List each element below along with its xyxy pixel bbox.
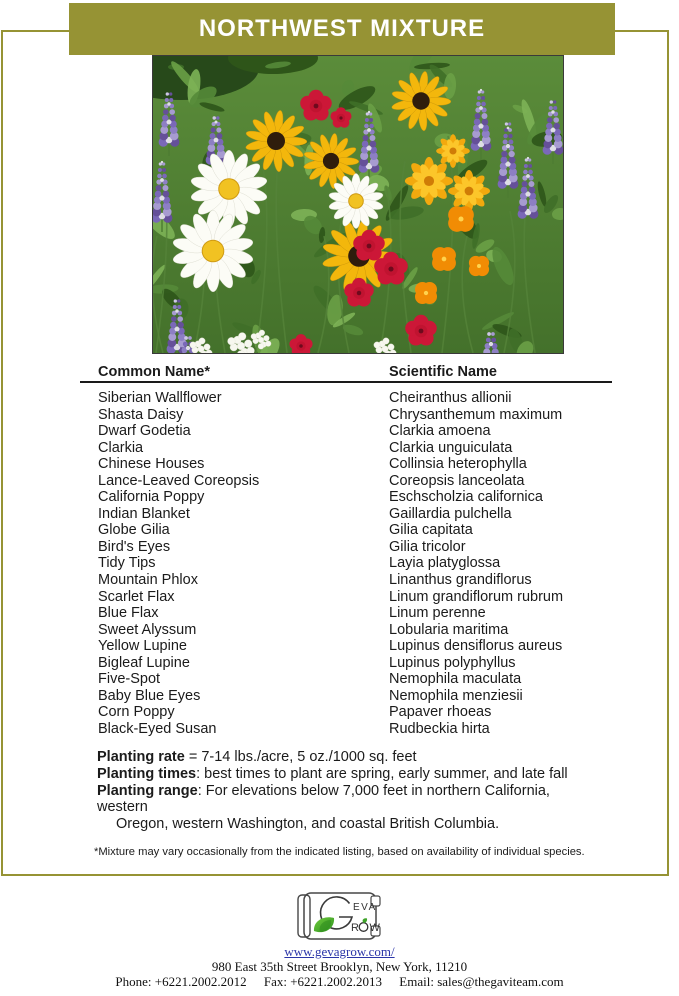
table-header-rule — [80, 381, 612, 383]
table-row — [98, 622, 563, 639]
scientific-name-cell: Papaver rhoeas — [389, 704, 492, 721]
common-name-cell: Bird's Eyes — [98, 538, 171, 555]
phone-text: Phone: +6221.2002.2012 — [115, 974, 247, 989]
coreopsis-flower — [436, 134, 470, 168]
gevagrow-logo-graphic — [294, 890, 386, 942]
common-name-cell: Bigleaf Lupine — [98, 654, 190, 671]
planting-text: : best times to plant are spring, early summer, and late fall — [196, 765, 568, 782]
scientific-name-cell: Gaillardia pulchella — [389, 505, 512, 522]
scientific-name-cell: Gilia tricolor — [389, 538, 466, 555]
table-row — [98, 605, 563, 622]
planting-label: Planting rate — [97, 749, 185, 765]
contact-line — [0, 974, 679, 989]
table-row — [98, 638, 563, 655]
common-name-cell: Tidy Tips — [98, 555, 156, 572]
table-row — [98, 589, 563, 606]
logo-text-r: R — [350, 922, 359, 934]
scientific-name-cell: Eschscholzia californica — [389, 489, 543, 506]
scientific-name-cell: Linanthus grandiflorus — [389, 572, 532, 589]
common-name-cell: Mountain Phlox — [98, 572, 198, 589]
planting-line — [97, 766, 568, 783]
common-name-cell: Globe Gilia — [98, 522, 170, 539]
planting-info — [97, 749, 568, 833]
poppy-flower — [469, 256, 489, 276]
scientific-name-cell: Linum grandiflorum rubrum — [389, 588, 564, 605]
common-name-cell: Clarkia — [98, 439, 144, 456]
planting-line — [97, 799, 568, 816]
poppy-flower — [432, 247, 456, 271]
footer — [0, 886, 679, 989]
scientific-name-cell: Coreopsis lanceolata — [389, 472, 525, 489]
scientific-name-cell: Linum perenne — [389, 605, 486, 622]
scientific-name-cell: Chrysanthemum maximum — [389, 406, 563, 423]
common-name-cell: Lance-Leaved Coreopsis — [98, 472, 260, 489]
common-name-cell: Blue Flax — [98, 605, 159, 622]
scientific-name-cell: Clarkia amoena — [389, 423, 491, 440]
scientific-name-cell: Cheiranthus allionii — [389, 390, 512, 406]
title-banner — [69, 3, 615, 55]
scientific-name-cell: Gilia capitata — [389, 522, 473, 539]
coreopsis-flower — [405, 157, 453, 205]
email-text: Email: sales@thegaviteam.com — [399, 974, 564, 989]
planting-line — [97, 783, 568, 800]
table-row — [98, 506, 563, 523]
gevagrow-logo — [294, 890, 386, 942]
common-name-cell: Corn Poppy — [98, 704, 175, 721]
table-row — [98, 721, 563, 738]
common-name-cell: Five-Spot — [98, 671, 161, 688]
common-name-cell: Scarlet Flax — [98, 588, 175, 605]
coreopsis-flower — [448, 170, 490, 212]
table-row — [98, 423, 563, 440]
planting-label: Planting times — [97, 765, 197, 782]
species-table — [98, 390, 563, 737]
scientific-name-cell: Lupinus densiflorus aureus — [389, 638, 563, 655]
fax-text: Fax: +6221.2002.2013 — [263, 974, 383, 989]
scientific-name-cell: Layia platyglossa — [389, 555, 501, 572]
column-header-common-name: Common Name* — [98, 364, 210, 380]
common-name-cell: Yellow Lupine — [98, 638, 187, 655]
planting-text: Oregon, western Washington, and coastal British Columbia. — [116, 816, 500, 833]
mixture-disclaimer: *Mixture may vary occasionally from the indicated listing, based on availability of individual species. — [94, 846, 585, 858]
common-name-cell: Baby Blue Eyes — [98, 687, 201, 704]
table-row — [98, 655, 563, 672]
planting-text: : For elevations below 7,000 feet in northern California, — [197, 782, 550, 799]
logo-o-leaf-icon — [362, 918, 367, 923]
table-row — [98, 407, 563, 424]
common-name-cell: Shasta Daisy — [98, 406, 184, 423]
table-row — [98, 489, 563, 506]
scientific-name-cell: Nemophila menziesii — [389, 687, 523, 704]
table-row — [98, 390, 563, 407]
table-row — [98, 522, 563, 539]
common-name-cell: Black-Eyed Susan — [98, 720, 217, 737]
logo-text-w: W — [369, 922, 380, 934]
planting-line — [97, 749, 568, 766]
common-name-cell: Chinese Houses — [98, 456, 205, 473]
table-row — [98, 555, 563, 572]
logo-text-eva: EVA — [352, 902, 377, 913]
poppy-flower — [415, 282, 437, 304]
column-header-scientific-name: Scientific Name — [389, 364, 497, 380]
planting-text: = 7-14 lbs./acre, 5 oz./1000 sq. feet — [184, 749, 417, 765]
logo-o-ring — [359, 923, 368, 932]
website-line — [0, 944, 679, 959]
planting-line — [97, 816, 568, 833]
table-row — [98, 456, 563, 473]
table-row — [98, 704, 563, 721]
wildflower-photo — [152, 55, 564, 354]
page-title: NORTHWEST MIXTURE — [198, 15, 486, 42]
common-name-cell: Sweet Alyssum — [98, 621, 197, 638]
scientific-name-cell: Collinsia heterophylla — [389, 456, 527, 473]
scientific-name-cell: Lupinus polyphyllus — [389, 654, 516, 671]
table-row — [98, 539, 563, 556]
table-row — [98, 671, 563, 688]
scientific-name-cell: Nemophila maculata — [389, 671, 522, 688]
poppy-flower — [448, 206, 474, 232]
common-name-cell: Dwarf Godetia — [98, 423, 191, 440]
common-name-cell: California Poppy — [98, 489, 205, 506]
table-row — [98, 572, 563, 589]
wildflower-photo-graphic — [153, 56, 563, 353]
common-name-cell: Siberian Wallflower — [98, 390, 222, 406]
address-line: 980 East 35th Street Brooklyn, New York, 11210 — [211, 959, 468, 974]
table-row — [98, 688, 563, 705]
table-row — [98, 473, 563, 490]
website-link[interactable]: www.gevagrow.com/ — [284, 944, 395, 959]
table-row — [98, 440, 563, 457]
planting-label: Planting range — [97, 782, 198, 799]
common-name-cell: Indian Blanket — [98, 505, 190, 522]
planting-text: western — [97, 799, 148, 816]
scientific-name-cell: Lobularia maritima — [389, 621, 509, 638]
scientific-name-cell: Clarkia unguiculata — [389, 439, 513, 456]
scientific-name-cell: Rudbeckia hirta — [389, 720, 490, 737]
